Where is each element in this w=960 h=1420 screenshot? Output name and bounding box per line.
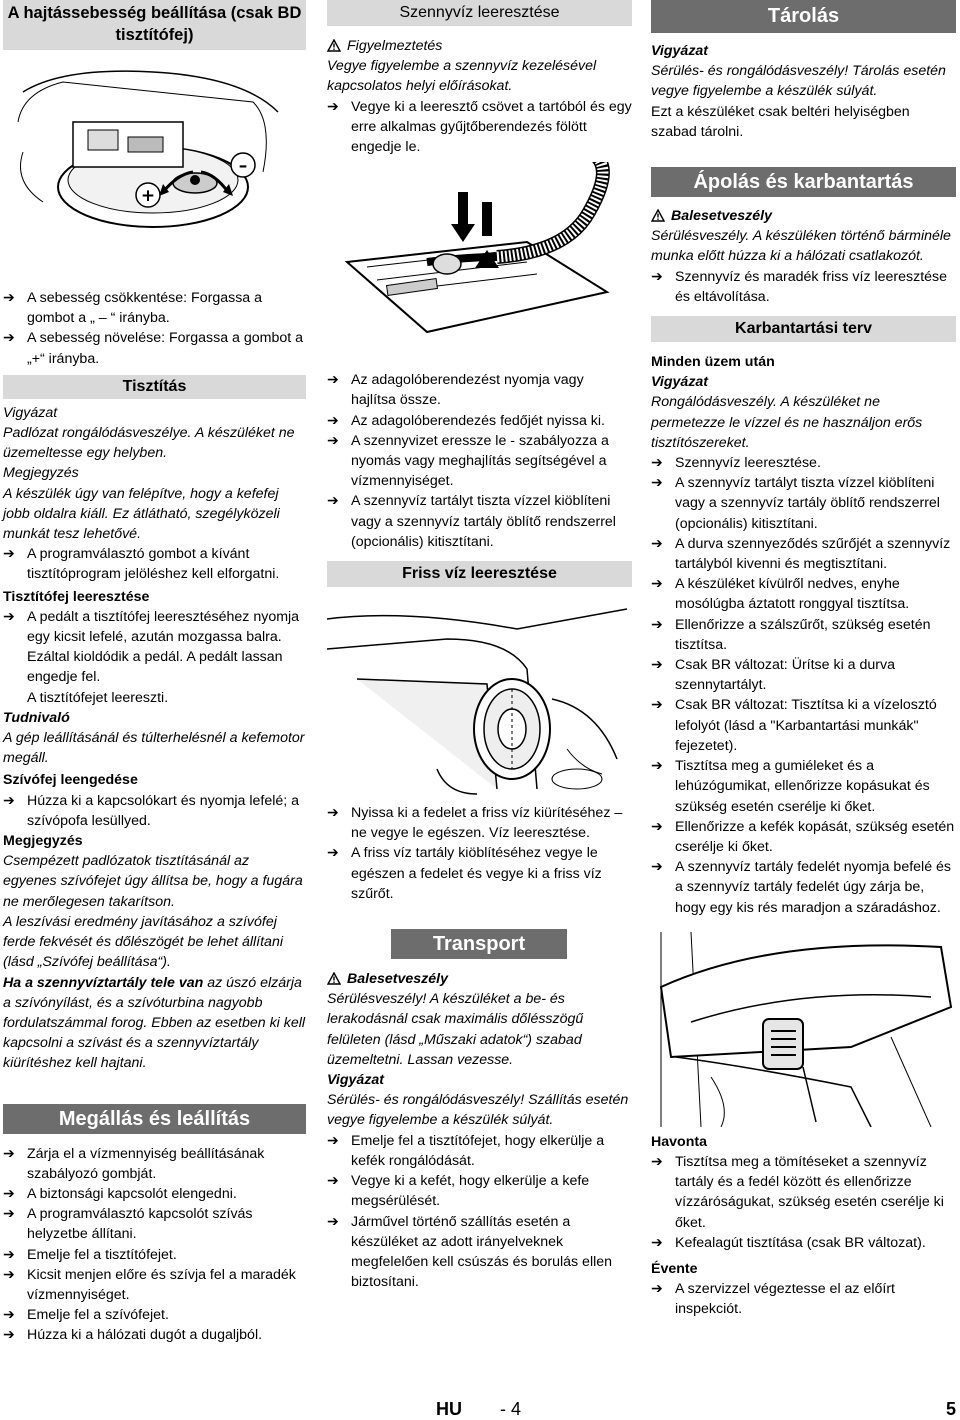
drain-hose-figure (327, 162, 632, 367)
caution2-text: Rongálódásveszély. A készüléket ne permetezze le vízzel és ne használjon erős tisztítószereket. (651, 394, 923, 451)
arrow-right-icon: ➔ (327, 845, 339, 862)
minus-label: – (238, 156, 248, 176)
warning-triangle-icon (327, 972, 341, 985)
arrow-right-icon: ➔ (3, 608, 15, 625)
step: ➔ A szennyvíz tartályt tiszta vízzel kiöblíteni vagy a szennyvíz tartály öblítő rendszerrel (opcionális) kitisztítani. (651, 475, 940, 532)
note-label: Megjegyzés (3, 465, 79, 482)
step: ➔ Csak BR változat: Tisztítsa ki a vízelosztó lefolyót (lásd a "Karbantartási munkák" fejezetet). (651, 697, 937, 754)
step: ➔ Az adagolóberendezést nyomja vagy hajlítsa össze. (327, 372, 584, 409)
danger-text: Sérülésveszély. A készüléken történő bárminéle munka előtt húzza ki a hálózati csatlakozót. (651, 228, 951, 265)
note2-label: Megjegyzés (3, 833, 83, 850)
arrow-right-icon: ➔ (651, 758, 663, 775)
monthly-heading: Havonta (651, 1133, 707, 1150)
waste-heading: Szennyvíz leeresztése (327, 0, 632, 26)
step: ➔ A szennyvíz tartály fedelét nyomja befelé és a szennyvíz tartály fedelét úgy zárja be, hogy egy kis rés maradjon a száradáshoz. (651, 859, 952, 916)
arrow-right-icon: ➔ (327, 372, 339, 389)
column-3 (651, 0, 956, 1320)
step: ➔ Tisztítsa meg a gumiéleket és a lehúzógumikat, ellenőrizze kopásukat és szükség esetén cserélje ki őket. (651, 758, 930, 815)
step: ➔ A biztonsági kapcsolót elengedni. (3, 1184, 306, 1204)
danger-label: Balesetveszély (671, 208, 772, 225)
danger-label: Balesetveszély (347, 971, 448, 988)
caution2-label: Vigyázat (651, 374, 709, 391)
step: ➔ Szennyvíz és maradék friss víz leeresztése és eltávolítása. (651, 268, 948, 305)
waste-steps (327, 370, 632, 552)
step: ➔ A sebesség növelése: Forgassa a gombot a „+“ irányba. (3, 330, 304, 367)
caution-label: Vigyázat (3, 404, 58, 421)
step: ➔ Csak BR változat: Ürítse ki a durva szennytartályt. (651, 657, 895, 694)
arrow-right-icon: ➔ (3, 792, 15, 809)
arrow-right-icon: ➔ (327, 805, 339, 822)
step: ➔ A programválasztó gombot a kívánt tisztítóprogram jelöléshez kell elforgatni. (3, 546, 280, 583)
arrow-right-icon: ➔ (327, 493, 339, 510)
arrow-right-icon: ➔ (651, 1281, 663, 1298)
step: ➔ Emelje fel a tisztítófejet, hogy elkerülje a kefék rongálódását. (327, 1132, 605, 1169)
plus-label: + (140, 186, 156, 206)
arrow-right-icon: ➔ (3, 546, 15, 563)
arrow-right-icon: ➔ (3, 1327, 15, 1344)
step: ➔ Ellenőrizze a kefék kopását, szükség esetén cserélje ki őket. (651, 818, 955, 855)
plan-heading: Karbantartási terv (651, 316, 956, 342)
arrow-right-icon: ➔ (3, 1185, 15, 1202)
arrow-right-icon: ➔ (327, 98, 339, 115)
step: ➔ Ellenőrizze a szálszűrőt, szükség esetén tisztítsa. (651, 616, 931, 653)
step: ➔ Zárja el a vízmennyiség beállításának szabályozó gombját. (3, 1145, 265, 1182)
danger-label-row (651, 206, 956, 226)
suction-heading: Szívófej leengedése (3, 772, 138, 789)
arrow-right-icon: ➔ (651, 576, 663, 593)
care-heading: Ápolás és karbantartás (651, 167, 956, 197)
arrow-right-icon: ➔ (651, 657, 663, 674)
fresh-water-figure (327, 589, 632, 799)
step: ➔ A pedált a tisztítófej leeresztéséhez nyomja egy kicsit lefelé, azután mozgassa balra. Ezáltal kioldódik a pedál. A pedált lassan engedje fel. (3, 608, 300, 686)
step: ➔ Húzza ki a hálózati dugót a dugaljból. (3, 1325, 306, 1345)
step: ➔ Szennyvíz leeresztése. (651, 453, 956, 473)
tank-lid-figure (651, 927, 956, 1127)
caution-text: Padlózat rongálódásveszélye. A készüléket ne üzemeltesse egy helyben. (3, 425, 295, 462)
step: ➔ Húzza ki a kapcsolókart és nyomja lefelé; a szívópofa lesüllyed. (3, 792, 300, 829)
warning-text: Vegye figyelembe a szennyvíz kezelésével kapcsolatos helyi előírásokat. (327, 58, 597, 95)
arrow-right-icon: ➔ (651, 616, 663, 633)
arrow-right-icon: ➔ (3, 1266, 15, 1283)
note2-text: A leszívási eredmény javításához a szívófej ferde fekvését és dőlészögét be lehet állítani (lásd „Szívófej beállítása“). (3, 913, 283, 971)
step: ➔ Nyissa ki a fedelet a friss víz kiürítéséhez – ne vegye le egészen. Víz leeresztése. (327, 805, 623, 842)
arrow-right-icon: ➔ (327, 432, 339, 449)
step: ➔ A sebesség csökkentése: Forgassa a gombot a „ – “ irányba. (3, 290, 263, 327)
note-text: A készülék úgy van felépítve, hogy a kefefej jobb oldalra kiáll. Ez átlátható, szegélyközeli munkát tesz lehetővé. (3, 485, 280, 543)
stop-steps (3, 1144, 306, 1346)
arrow-right-icon: ➔ (651, 818, 663, 835)
column-2 (327, 0, 632, 1292)
arrow-right-icon: ➔ (651, 1234, 663, 1251)
head-lower-result: A tisztítófejet leereszti. (27, 689, 169, 706)
fresh-heading: Friss víz leeresztése (327, 561, 632, 587)
warning-label-row (327, 36, 632, 56)
info-text: A gép leállításánál és túlterhelésnél a kefemotor megáll. (3, 730, 305, 767)
transport-heading: Transport (391, 929, 567, 959)
stop-heading: Megállás és leállítás (3, 1104, 306, 1134)
storage-heading: Tárolás (651, 0, 956, 33)
footer-lang: HU (436, 1399, 462, 1419)
caution-text: Sérülés- és rongálódásveszély! Szállítás esetén vegye figyelembe a készülék súlyát. (327, 1092, 629, 1129)
speed-heading: A hajtássebesség beállítása (csak BD tisztítófej) (3, 0, 306, 50)
step: ➔ Kicsit menjen előre és szívja fel a maradék vízmennyiséget. (3, 1266, 296, 1303)
arrow-right-icon: ➔ (327, 1213, 339, 1230)
after-steps (651, 453, 956, 918)
step: ➔ Vegye ki a leeresztő csövet a tartóból és egy erre alkalmas gyűjtőberendezés fölött engedje le. (327, 98, 632, 156)
cleaning-heading: Tisztítás (3, 375, 306, 399)
step: ➔ Emelje fel a szívófejet. (3, 1305, 306, 1325)
arrow-right-icon: ➔ (327, 1132, 339, 1149)
danger-label-row (327, 969, 632, 989)
footer-page-label: - 4 (500, 1399, 522, 1419)
arrow-right-icon: ➔ (651, 268, 663, 285)
danger-text: Sérülésveszély! A készüléket a be- és lerakodásnál csak maximális dőlésszögű felületen (lásd „Műszaki adatok“) szabad üzemeltetni. Lassan vezesse. (327, 991, 584, 1068)
arrow-right-icon: ➔ (3, 1307, 15, 1324)
step: ➔ Vegye ki a kefét, hogy elkerülje a kefe megsérülését. (327, 1173, 590, 1210)
step: ➔ Az adagolóberendezés fedőjét nyissa ki. (327, 411, 632, 431)
step: ➔ A szennyvizet eressze le - szabályozza a nyomás vagy meghajlítás segítségével a vízmennyiséget. (327, 432, 609, 490)
caution-text: Sérülés- és rongálódásveszély! Tárolás esetén vegye figyelembe a készülék súlyát. (651, 63, 946, 100)
after-each-heading: Minden üzem után (651, 354, 775, 371)
speed-steps (3, 288, 306, 369)
step: ➔ Kefealagút tisztítása (csak BR változat). (651, 1233, 956, 1253)
arrow-right-icon: ➔ (651, 859, 663, 876)
step: ➔ A szervizzel végeztesse el az előírt inspekciót. (651, 1281, 896, 1318)
warning-triangle-icon (327, 39, 341, 52)
step: ➔ A programválasztó kapcsolót szívás helyzetbe állítani. (3, 1206, 253, 1243)
arrow-right-icon: ➔ (651, 475, 663, 492)
arrow-right-icon: ➔ (651, 455, 663, 472)
step: ➔ A készüléket kívülről nedves, enyhe mosólúgba áztatott ronggyal tisztítsa. (651, 576, 910, 613)
arrow-right-icon: ➔ (651, 535, 663, 552)
storage-text: Ezt a készüléket csak beltéri helyiségben szabad tárolni. (651, 103, 910, 140)
step: ➔ A durva szennyeződés szűrőjét a szennyvíz tartályból kivenni és megtisztítani. (651, 535, 951, 573)
warning-label: Figyelmeztetés (347, 38, 443, 54)
note2-text: Ha a szennyvíztartály tele van az úszó elzárja a szívónyílást, és a szívóturbina nagyobb fordulatszámmal forog. Ebben az esetben ki kell kapcsolni a szívást és a szennyvíztartály kiürítéshez kell hajtani. (3, 974, 306, 1072)
step: ➔ A szennyvíz tartályt tiszta vízzel kiöblíteni vagy a szennyvíz tartály öblítő rendszerrel (opcionális) kitisztítani. (327, 493, 616, 550)
arrow-right-icon: ➔ (327, 1173, 339, 1190)
step: ➔ Járművel történő szállítás esetén a készüléket az adott irányelveknek megfelelően kell csúszás és borulás ellen biztosítani. (327, 1213, 613, 1291)
yearly-heading: Évente (651, 1260, 698, 1277)
arrow-right-icon: ➔ (3, 1246, 15, 1263)
caution-label: Vigyázat (651, 43, 709, 59)
head-lower-heading: Tisztítófej leeresztése (3, 588, 150, 605)
step: ➔ A friss víz tartály kiöblítéséhez vegye le egészen a fedelet és vegye ki a friss víz szűrőt. (327, 845, 602, 902)
arrow-right-icon: ➔ (3, 1206, 15, 1223)
footer-page-number: 5 (946, 1399, 957, 1419)
arrow-right-icon: ➔ (327, 412, 339, 429)
brush-head-figure (3, 52, 306, 230)
arrow-right-icon: ➔ (651, 1153, 663, 1170)
arrow-right-icon: ➔ (3, 1145, 15, 1162)
arrow-right-icon: ➔ (3, 290, 15, 306)
warning-triangle-icon (651, 209, 665, 222)
fresh-steps (327, 803, 632, 904)
caution-label: Vigyázat (327, 1072, 385, 1089)
note2-text: Csempézett padlózatok tisztításánál az egyenes szívófejet úgy állítsa be, hogy a fugára ne merőlegesen takarítson. (3, 853, 303, 910)
arrow-right-icon: ➔ (3, 330, 15, 347)
step: ➔ Tisztítsa meg a tömítéseket a szennyvíz tartály és a fedél között és ellenőrizze vízzáróságukat, szükség esetén cserélje ki őket. (651, 1153, 944, 1231)
info-label: Tudnivaló (3, 709, 70, 726)
column-1 (3, 0, 306, 1346)
arrow-right-icon: ➔ (651, 697, 663, 714)
step: ➔ Emelje fel a tisztítófejet. (3, 1245, 306, 1265)
